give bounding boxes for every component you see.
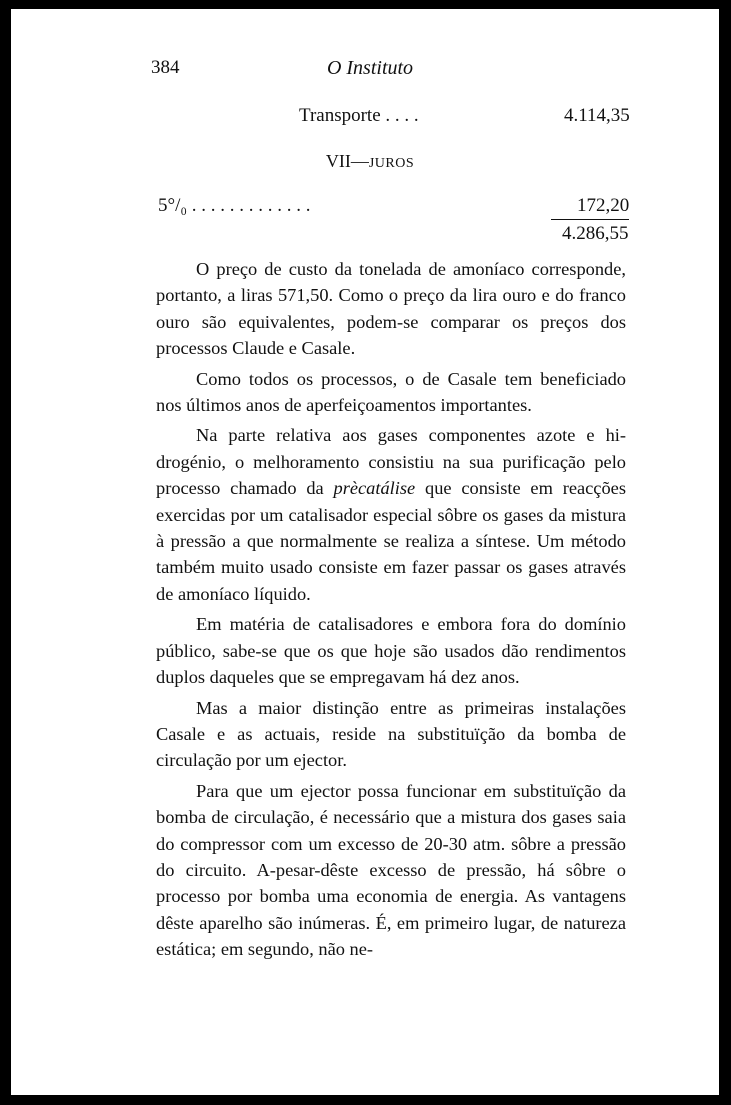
total-value: 4.286,55 <box>562 223 629 244</box>
section-title <box>11 151 719 172</box>
paragraph: Em matéria de catalisadores e embora fora do domínio público, sabe-se que os que hoje são usados dão rendimentos duplos daqueles que se empregavam há dez anos. <box>156 614 626 688</box>
rate-value: 172,20 <box>577 195 630 216</box>
journal-title: O Instituto <box>326 57 414 79</box>
page-number: 384 <box>151 57 180 78</box>
transport-label: Transporte . . . . <box>299 105 419 126</box>
paragraph: Como todos os processos, o de Casale tem beneficiado nos últimos anos de aperfeiçoamentos importantes. <box>156 368 626 416</box>
paragraph-text: Na parte relativa aos gases componentes azote e hidrogénio, o melhoramento consistiu na sua purificação pelo processo chamado da <box>156 425 626 499</box>
body-text <box>156 256 626 963</box>
sum-rule <box>551 219 629 220</box>
paragraph: O preço de custo da tonelada de amoníaco corresponde, portanto, a liras 571,50. Como o preço da lira ouro e do franco ouro são equivalentes, podem-se comparar os preços dos processos Claude e Casale. <box>156 259 626 359</box>
transport-value: 4.114,35 <box>564 105 630 126</box>
section-smallcaps: JUROS <box>368 156 415 171</box>
paragraph: Mas a maior distinção entre as primeiras instalações Casale e as actuais, reside na substituïção da bomba de circulação por um ejector. <box>156 697 626 771</box>
running-header <box>11 57 719 87</box>
italic-term: prècatálise <box>333 478 416 499</box>
paragraph: Para que um ejector possa funcionar em substituïção da bomba de circulação, é necessário que a mistura dos gases saia do compressor com um excesso de 20-30 atm. sôbre a pressão do circuito. A-pesar-dêste excesso de pressão, há sôbre o processo por bomba uma economia de energia. As vantagens dêste aparelho são inúmeras. É, em primeiro lugar, de natureza estática; em segundo, não ne- <box>156 780 626 960</box>
section-prefix: VII— <box>325 151 369 171</box>
paragraph <box>156 422 626 607</box>
rate-label: 5°/₀ . . . . . . . . . . . . . <box>158 195 311 216</box>
book-page <box>11 9 719 1095</box>
paragraph-text: que consiste em reacções exercidas por um catalisador especial sôbre os gases da mistura à pressão a que normalmente se realiza a síntese. Um método também muito usado consiste em fazer passar os gases através de amoníaco líquido. <box>156 478 626 604</box>
